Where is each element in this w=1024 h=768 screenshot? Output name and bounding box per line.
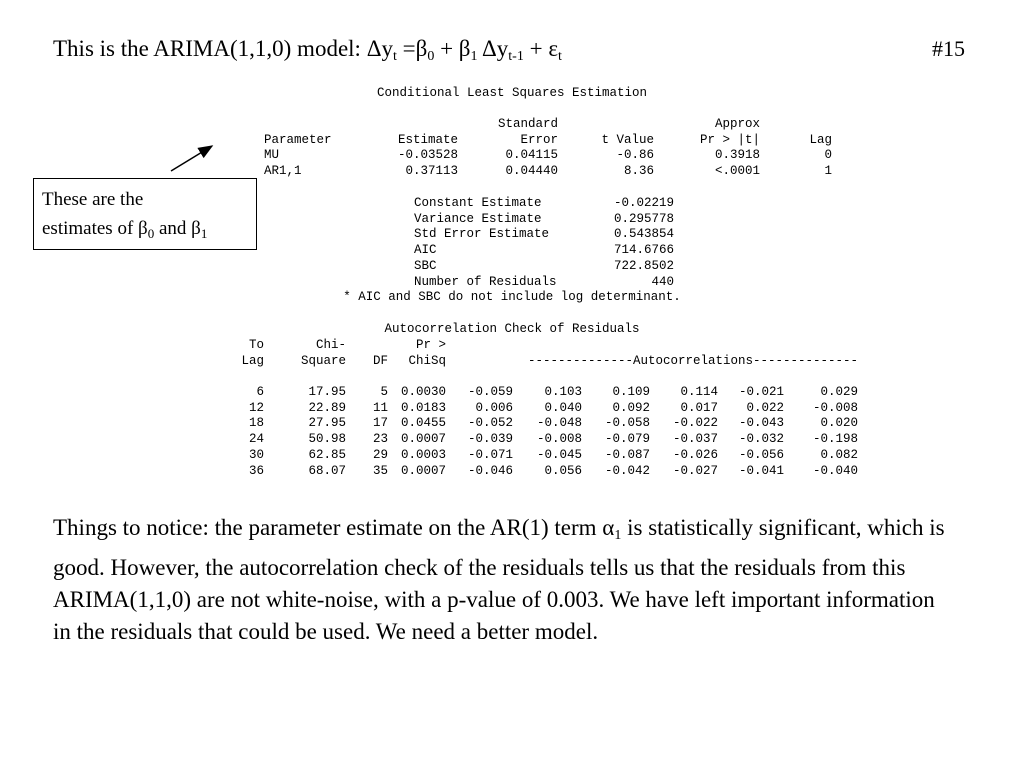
table-cell: -0.039 [467,432,513,447]
table-cell: -0.032 [738,432,784,447]
table-cell: -0.048 [536,416,582,431]
table-cell: 0.0030 [400,385,446,399]
notice-paragraph [53,512,953,648]
table-cell: 0.0003 [400,447,446,462]
header-cell [558,117,654,133]
stats-row [414,259,674,275]
table-cell: AR1,1 [264,164,302,179]
table-cell: -0.027 [672,463,718,478]
table-cell: 23 [372,432,388,447]
stat-label: SBC [414,258,437,273]
stat-label: AIC [414,243,437,258]
table-row [238,385,858,401]
header-cell: Square [300,353,346,368]
table-row [264,148,832,164]
table-cell: 0.0007 [400,463,446,478]
callout-arrow [0,0,260,180]
cls-title: Conditional Least Squares Estimation [376,86,648,100]
table-cell: 36 [248,463,264,478]
stats-row [414,196,674,212]
table-cell: 22.89 [308,400,346,415]
header-cell [760,117,832,133]
notice-part-1: Things to notice: the parameter estimate on the AR(1) term [53,515,603,540]
table-cell: 0.029 [820,385,858,399]
table-cell: 35 [372,463,388,478]
table-cell: -0.021 [738,385,784,399]
title-sub-t-2: t [558,49,562,64]
table-row [264,164,832,180]
title-sub-t1: t-1 [508,49,524,64]
table-cell: <.0001 [714,164,760,179]
acf-table [238,385,858,479]
param-header-row-1 [264,117,832,133]
title-sub-1: 1 [470,49,478,64]
header-cell: Approx [714,117,760,131]
table-cell: 1 [824,164,832,179]
callout-beta-0: β [138,218,148,239]
callout-box [33,178,257,250]
table-cell: 62.85 [308,447,346,462]
table-cell: 0.022 [746,400,784,415]
table-cell: 11 [372,400,388,415]
stat-value: 722.8502 [613,258,674,273]
header-cell: Lag [241,353,264,368]
table-cell: 17.95 [308,385,346,399]
header-cell [358,117,458,133]
title-epsilon: ε [548,36,558,61]
stat-value: 714.6766 [613,243,674,258]
table-cell: -0.041 [738,463,784,478]
table-cell: 0.020 [820,416,858,431]
table-cell: 0.006 [475,400,513,415]
table-row [238,416,858,432]
table-cell: 0.017 [680,400,718,415]
header-cell [346,338,388,354]
title-plus-2: + [523,36,549,61]
title-beta-1: β [458,36,471,61]
table-cell: -0.071 [467,447,513,462]
table-cell: -0.042 [604,463,650,478]
title-eq: = [396,36,416,61]
title-prefix: This is the ARIMA(1,1,0) model: [53,36,367,61]
table-row [238,432,858,448]
table-cell: 0.040 [544,400,582,415]
stat-value: 440 [651,274,674,289]
table-cell: -0.008 [812,400,858,415]
table-cell: 0.056 [544,463,582,478]
table-cell: -0.026 [672,447,718,462]
param-header-row-2 [264,133,832,149]
header-cell: Chi- [315,338,346,352]
title-sub-0: 0 [427,49,435,64]
table-cell: -0.040 [812,463,858,478]
header-cell [264,117,358,133]
table-cell: 27.95 [308,416,346,431]
stat-label: Constant Estimate [414,196,542,210]
table-cell: -0.043 [738,416,784,431]
header-cell: To [248,338,264,352]
title-y-2: y [496,36,509,61]
table-cell: 0.114 [680,385,718,399]
table-cell: 0.3918 [714,148,760,163]
table-cell: 0 [824,148,832,163]
table-cell: -0.045 [536,447,582,462]
table-cell: 0.37113 [405,164,458,179]
header-cell: Error [520,132,558,147]
stats-table [414,196,674,290]
notice-sub-1: 1 [614,528,622,543]
table-cell: -0.03528 [397,148,458,163]
table-row [238,448,858,464]
acf-header-row-1 [238,338,858,354]
title-beta-0: β [415,36,428,61]
table-cell: MU [264,148,280,163]
table-cell: 68.07 [308,463,346,478]
title-y-1: y [381,36,393,61]
table-cell: 24 [248,432,264,447]
acf-header-table [238,338,858,369]
table-cell: 0.0007 [400,432,446,447]
header-cell: Pr > [415,338,446,352]
table-cell: 12 [248,400,264,415]
header-cell: DF [372,353,388,368]
table-cell: -0.046 [467,463,513,478]
header-cell: Pr > |t| [699,132,760,147]
table-cell: -0.022 [672,416,718,431]
callout-beta-1: β [191,218,201,239]
stat-value: -0.02219 [613,196,674,210]
aic-note: * AIC and SBC do not include log determinant. [343,290,681,304]
table-cell: -0.198 [812,432,858,447]
header-cell: Lag [809,132,832,147]
table-cell: -0.087 [604,447,650,462]
table-cell: -0.058 [604,416,650,431]
table-cell: 0.04115 [505,148,558,163]
table-cell: 5 [380,385,388,399]
title-delta-1: Δ [366,36,382,61]
stats-row [414,212,674,228]
table-cell: 29 [372,447,388,462]
stats-row [414,275,674,291]
table-cell: -0.056 [738,447,784,462]
callout-line-1: These are the [42,189,144,210]
table-cell: 30 [248,447,264,462]
notice-alpha: α [602,515,615,540]
acf-title: Autocorrelation Check of Residuals [384,322,640,336]
stat-value: 0.295778 [613,211,674,226]
table-cell: -0.037 [672,432,718,447]
table-cell: -0.079 [604,432,650,447]
title-sub-t: t [392,49,397,64]
table-cell: -0.86 [616,148,654,163]
header-cell: t Value [601,132,654,147]
table-cell: 0.109 [612,385,650,399]
table-cell: 0.0183 [400,400,446,415]
stat-value: 0.543854 [613,227,674,242]
header-cell: Parameter [264,132,332,147]
parameter-table [264,117,832,180]
table-cell: -0.059 [467,385,513,399]
table-cell: 0.103 [544,385,582,399]
slide-number: #15 [932,36,965,61]
table-cell: 8.36 [623,164,654,179]
title-delta-2: Δ [481,36,497,61]
acf-header-row-2 [238,354,858,370]
table-cell: 0.092 [612,400,650,415]
title-plus-1: + [434,36,459,61]
autocorrelations-label: --------------Autocorrelations-------------- [527,353,858,368]
header-cell: ChiSq [408,353,446,368]
header-cell: Estimate [397,132,458,147]
stats-row [414,227,674,243]
stats-row [414,243,674,259]
table-cell: 0.04440 [505,164,558,179]
table-cell: 0.082 [820,447,858,462]
notice-part-2: is statistically significant, which is good. However, the autocorrelation check of the residuals tells us that the residuals from this ARIMA(1,1,0) are not white-noise, with a p-value of 0.003. We have left important information in the residuals that could be used. We need a better model. [53,515,945,644]
table-cell: 17 [372,416,388,431]
stat-label: Variance Estimate [414,211,542,226]
table-cell: -0.052 [467,416,513,431]
table-row [238,464,858,480]
stat-label: Std Error Estimate [414,227,550,242]
table-row [238,401,858,417]
callout-line-2 [42,214,248,248]
table-cell: 0.0455 [400,416,446,431]
table-cell: -0.008 [536,432,582,447]
callout-and: and [154,218,192,239]
table-cell: 18 [248,416,264,431]
table-cell: 50.98 [308,432,346,447]
callout-sub-0: 0 [147,226,155,241]
header-cell: Standard [497,117,558,131]
stat-label: Number of Residuals [414,274,557,289]
table-cell: 6 [256,385,264,399]
callout-sub-1: 1 [200,226,208,241]
callout-prefix: estimates of [42,218,139,239]
